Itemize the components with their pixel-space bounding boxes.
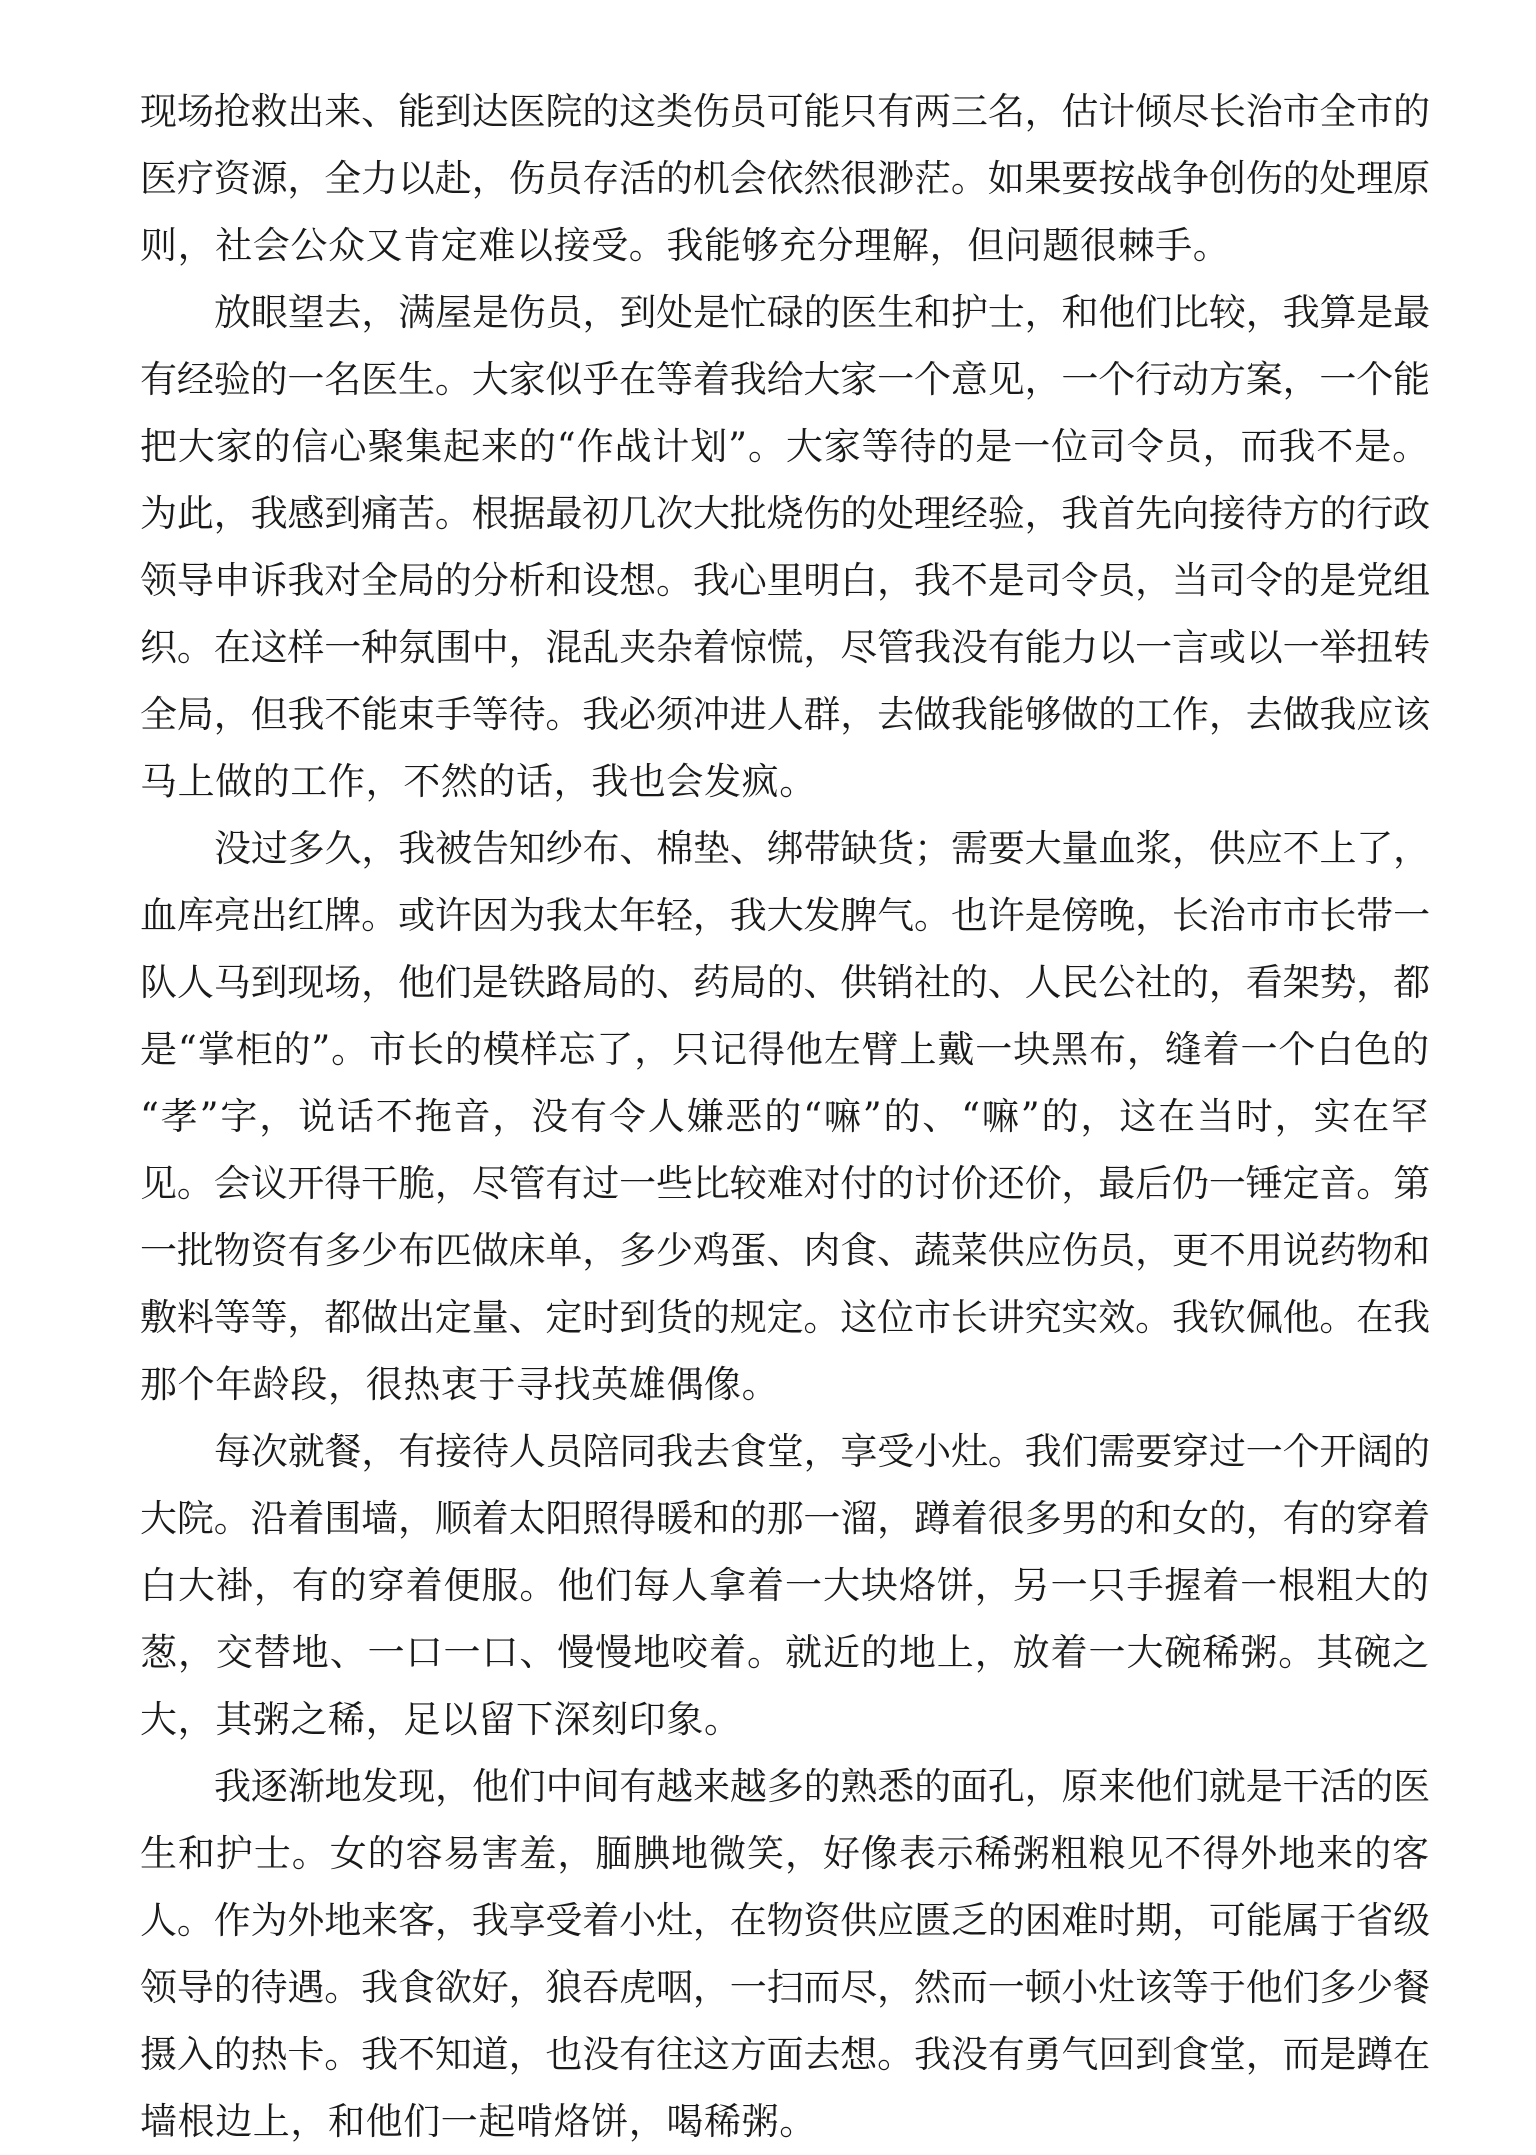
text-line: 没过多久，我被告知纱布、棉垫、绑带缺货；需要大量血浆，供应不上了， xyxy=(214,827,1430,870)
text-line: 则，社会公众又肯定难以接受。我能够充分理解，但问题很棘手。 xyxy=(140,224,1231,267)
text-line: 现场抢救出来、能到达医院的这类伤员可能只有两三名，估计倾尽长治市全市的 xyxy=(140,90,1430,133)
text-line: 敷料等等，都做出定量、定时到货的规定。这位市长讲究实效。我钦佩他。在我 xyxy=(140,1296,1430,1339)
text-line: 领导申诉我对全局的分析和设想。我心里明白，我不是司令员，当司令的是党组 xyxy=(140,559,1430,602)
text-line: 为此，我感到痛苦。根据最初几次大批烧伤的处理经验，我首先向接待方的行政 xyxy=(140,492,1430,535)
text-line: 生和护士。女的容易害羞，腼腆地微笑，好像表示稀粥粗粮见不得外地来的客 xyxy=(140,1832,1430,1875)
text-body xyxy=(140,78,1430,2155)
text-line: 我逐渐地发现，他们中间有越来越多的熟悉的面孔，原来他们就是干活的医 xyxy=(214,1765,1430,1808)
text-line: 血库亮出红牌。或许因为我太年轻，我大发脾气。也许是傍晚，长治市市长带一 xyxy=(140,894,1430,937)
text-line: 有经验的一名医生。大家似乎在等着我给大家一个意见，一个行动方案，一个能 xyxy=(140,358,1430,401)
text-line: 人。作为外地来客，我享受着小灶，在物资供应匮乏的困难时期，可能属于省级 xyxy=(140,1899,1430,1942)
text-line: 队人马到现场，他们是铁路局的、药局的、供销社的、人民公社的，看架势，都 xyxy=(140,961,1430,1004)
text-line: 大院。沿着围墙，顺着太阳照得暖和的那一溜，蹲着很多男的和女的，有的穿着 xyxy=(140,1497,1430,1540)
text-line: 每次就餐，有接待人员陪同我去食堂，享受小灶。我们需要穿过一个开阔的 xyxy=(214,1430,1430,1473)
text-line: 见。会议开得干脆，尽管有过一些比较难对付的讨价还价，最后仍一锤定音。第 xyxy=(140,1162,1430,1205)
text-line: 那个年龄段，很热衷于寻找英雄偶像。 xyxy=(140,1363,780,1406)
paragraph xyxy=(140,1418,1430,1753)
text-line: 医疗资源，全力以赴，伤员存活的机会依然很渺茫。如果要按战争创伤的处理原 xyxy=(140,157,1430,200)
text-line: 墙根边上，和他们一起啃烙饼，喝稀粥。 xyxy=(140,2100,817,2143)
text-line: 全局，但我不能束手等待。我必须冲进人群，去做我能够做的工作，去做我应该 xyxy=(140,693,1430,736)
text-line: 放眼望去，满屋是伤员，到处是忙碌的医生和护士，和他们比较，我算是最 xyxy=(214,291,1430,334)
text-line: 马上做的工作，不然的话，我也会发疯。 xyxy=(140,760,817,803)
paragraph xyxy=(140,78,1430,279)
text-line: 领导的待遇。我食欲好，狼吞虎咽，一扫而尽，然而一顿小灶该等于他们多少餐 xyxy=(140,1966,1430,2009)
paragraph xyxy=(140,1753,1430,2155)
text-line: 大，其粥之稀，足以留下深刻印象。 xyxy=(140,1698,742,1741)
text-line: 织。在这样一种氛围中，混乱夹杂着惊慌，尽管我没有能力以一言或以一举扭转 xyxy=(140,626,1430,669)
text-line: 是“掌柜的”。市长的模样忘了，只记得他左臂上戴一块黑布，缝着一个白色的 xyxy=(140,1028,1430,1071)
text-line: 把大家的信心聚集起来的“作战计划”。大家等待的是一位司令员，而我不是。 xyxy=(140,425,1430,468)
paragraph xyxy=(140,279,1430,815)
text-line: “孝”字，说话不拖音，没有令人嫌恶的“嘛”的、“嘛”的，这在当时，实在罕 xyxy=(140,1095,1430,1138)
text-line: 葱，交替地、一口一口、慢慢地咬着。就近的地上，放着一大碗稀粥。其碗之 xyxy=(140,1631,1430,1674)
text-line: 一批物资有多少布匹做床单，多少鸡蛋、肉食、蔬菜供应伤员，更不用说药物和 xyxy=(140,1229,1430,1272)
text-line: 摄入的热卡。我不知道，也没有往这方面去想。我没有勇气回到食堂，而是蹲在 xyxy=(140,2033,1430,2076)
paragraph xyxy=(140,815,1430,1418)
text-line: 白大褂，有的穿着便服。他们每人拿着一大块烙饼，另一只手握着一根粗大的 xyxy=(140,1564,1430,1607)
